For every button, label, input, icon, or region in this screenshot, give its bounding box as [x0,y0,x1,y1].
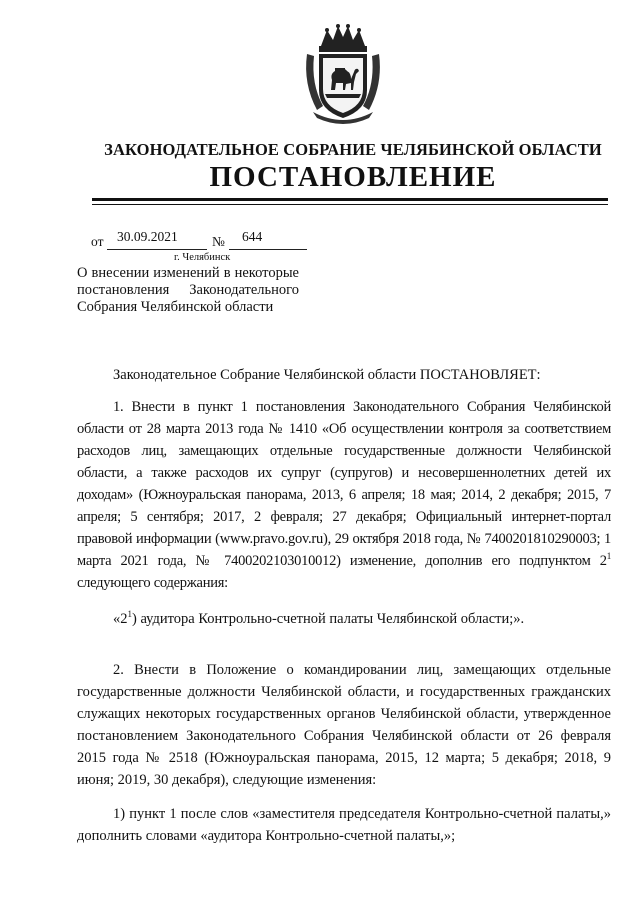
item-1-text-tail: следующего содержания: [77,575,228,591]
date-prefix: от [91,234,104,249]
item-1-text: 1. Внести в пункт 1 постановления Законодательного Собрания Челябинской области от 28 марта 2013 года № 1410 «Об осуществлении контроля за соответствием расходов лиц, замещающих отдельные государственные должности Челябинской области, а также расходов их супруг (супругов) и несовершеннолетних детей их доходам» (Южноуральская панорама, 2013, 6 апреля; 18 мая; 2014, 2 декабря; 2015, 7 апреля; 5 сентября; 2017, 2 февраля; 27 декабря; Официальный интернет-портал правовой информации (www.pravo.gov.ru), 29 октября 2018 года, № 7400201810290003; 1 марта 2021 года, № 7400202103010012) изменение, дополнив его подпунктом 2 [77,399,611,569]
subject-line: постановления Законодательного [77,282,299,298]
header-rule-thick [92,198,608,201]
document-date: 30.09.2021 [117,229,178,244]
item-1-paragraph [77,396,611,594]
quote-open: «2 [113,611,128,627]
quote-superscript: 1 [127,609,132,619]
document-subject [77,265,299,316]
item-2-paragraph: 2. Внести в Положение о командировании лиц, замещающих отдельные государственные должности Челябинской области, и государственных гражданских служащих некоторых государственных органов Челябинской области, утвержденное постановлением Законодательного Собрания Челябинской области от 26 февраля 2015 года № 2518 (Южноуральская панорама, 2015, 12 марта; 5 декабря; 2018, 9 июня; 2019, 30 декабря), следующие изменения: [77,662,611,788]
subject-line: Собрания Челябинской области [77,299,274,315]
item-1-superscript: 1 [606,551,611,561]
subitem-1-line-2: дополнить словами «аудитора Контрольно-счетной палаты,»; [77,828,456,844]
subject-line: О внесении изменений в некоторые [77,265,299,281]
item-1-quote [77,608,611,630]
city-label: г. Челябинск [174,252,231,263]
document-type-title: ПОСТАНОВЛЕНИЕ [209,161,497,193]
resolve-line: Законодательное Собрание Челябинской области ПОСТАНОВЛЯЕТ: [113,367,541,383]
date-underline [107,249,207,250]
number-underline [229,249,307,250]
number-prefix: № [212,234,225,249]
quote-rest: ) аудитора Контрольно-счетной палаты Челябинской области;». [132,611,525,627]
organization-name: ЗАКОНОДАТЕЛЬНОЕ СОБРАНИЕ ЧЕЛЯБИНСКОЙ ОБЛАСТИ [104,140,602,159]
coat-of-arms-icon [301,24,385,124]
item-2-subitem-1 [77,803,611,847]
subitem-1-line-1: 1) пункт 1 после слов «заместителя председателя Контрольно-счетной палаты,» [113,806,611,822]
document-number: 644 [242,229,263,244]
header-rule-thin [92,204,608,205]
